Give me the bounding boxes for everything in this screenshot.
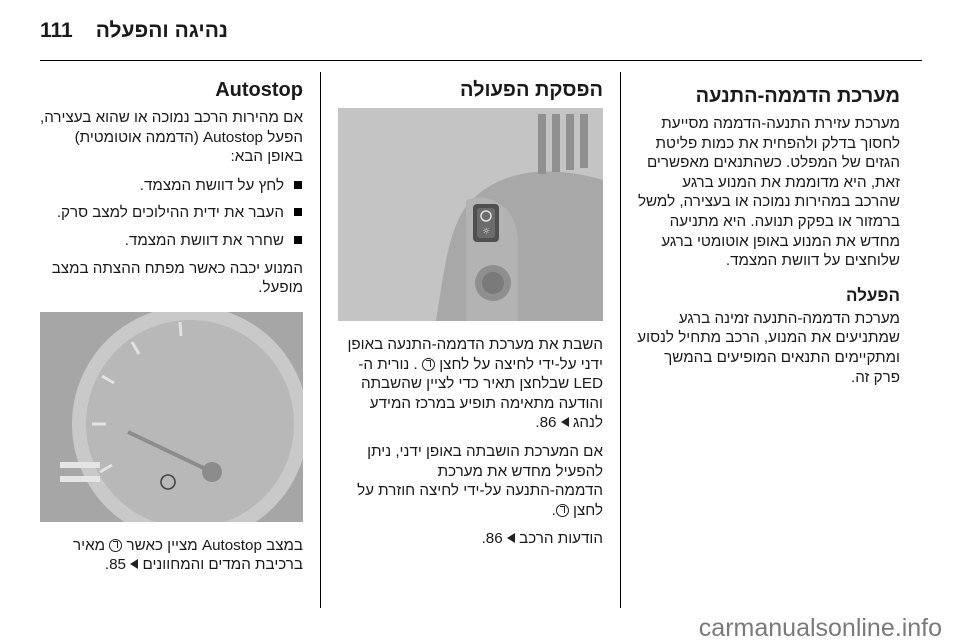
bullet-icon [294,181,302,189]
header-divider [40,60,922,61]
watermark: carmanualsonline.info [698,614,942,642]
list-item: שחרר את דוושת המצמד. [40,231,303,251]
autostop-after-text: המנוע יכבה כאשר מפתח ההצתה במצב מופעל. [51,259,303,297]
column-stop-start-system [637,84,900,396]
column-deactivation [338,78,603,558]
column-divider [320,72,321,608]
section-title: Autostop [215,79,303,101]
svg-text:☼: ☼ [481,227,491,237]
page-number: 111 [40,19,73,42]
page-reference-icon [130,559,138,569]
column-autostop [40,78,303,584]
section-title: מערכת הדממה-התנעה [695,85,900,107]
list-item: לחץ על דוושת המצמד. [40,176,303,196]
page-header [0,0,960,62]
section-intro: מערכת עזירת התנעה-הדממה מסייעת לחסוך בדלק ולהפחית את כמות פליטת הגזים של המפלט. כשהתנאים מאפשרים זאת, היא מדוממת את המנוע ברגע שהרכב במהירות נמוכה או בעצירה, למשל ברמזור או בפקק תנועה. היא מתניעה מחדש את המנוע באופן אוטומטי ברגע שלוחצים על דוושת המצמד. [637,115,900,270]
page-reference-icon [561,417,569,427]
subsection-title: הפעלה [846,285,900,305]
chapter-title: נהיגה והפעלה [95,19,228,42]
autostop-steps [40,176,303,251]
vehicle-messages-ref: הודעות הרכב 86. [481,530,603,548]
autostop-intro: אם מהירות הרכב נמוכה או שהוא בעצירה, הפעל Autostop (הדממה אוטומטית) באופן הבא: [40,109,303,166]
bullet-icon [294,236,302,244]
column-divider [620,72,621,608]
page-reference-icon [507,533,515,543]
reactivation-text: אם המערכת הושבתה באופן ידני, ניתן להפעיל מחדש את מערכת הדממה-התנעה על-ידי לחיצה חוזרת על לחצן . [357,442,603,519]
list-item: העבר את ידית ההילוכים למצב סרק. [40,203,303,223]
section-title: הפסקת הפעולה [459,79,603,101]
auto-stop-icon [109,539,122,552]
deactivation-text: השבת את מערכת הדממה-התנעה באופן ידני על-ידי לחיצה על לחצן . נורית ה-LED שבלחצן תאיר כדי לציין שהשבתה והודעה מתאימה תופיע במרכז המידע לנהג 86. [347,336,603,432]
auto-stop-icon [422,358,435,371]
button-photo [338,108,603,321]
instrument-cluster-photo [40,312,303,522]
cluster-caption: במצב Autostop מציין כאשר מאיר ברכיבת המדים והמחוונים 85. [73,536,303,574]
subsection-text: מערכת הדממה-התנעה זמינה ברגע שמתניעים את המנוע, הרכב מתחיל לנסוע ומתקיימים התנאים המופיעים בהמשך פרק זה. [637,309,900,386]
bullet-icon [294,208,302,216]
auto-stop-icon [556,504,569,517]
